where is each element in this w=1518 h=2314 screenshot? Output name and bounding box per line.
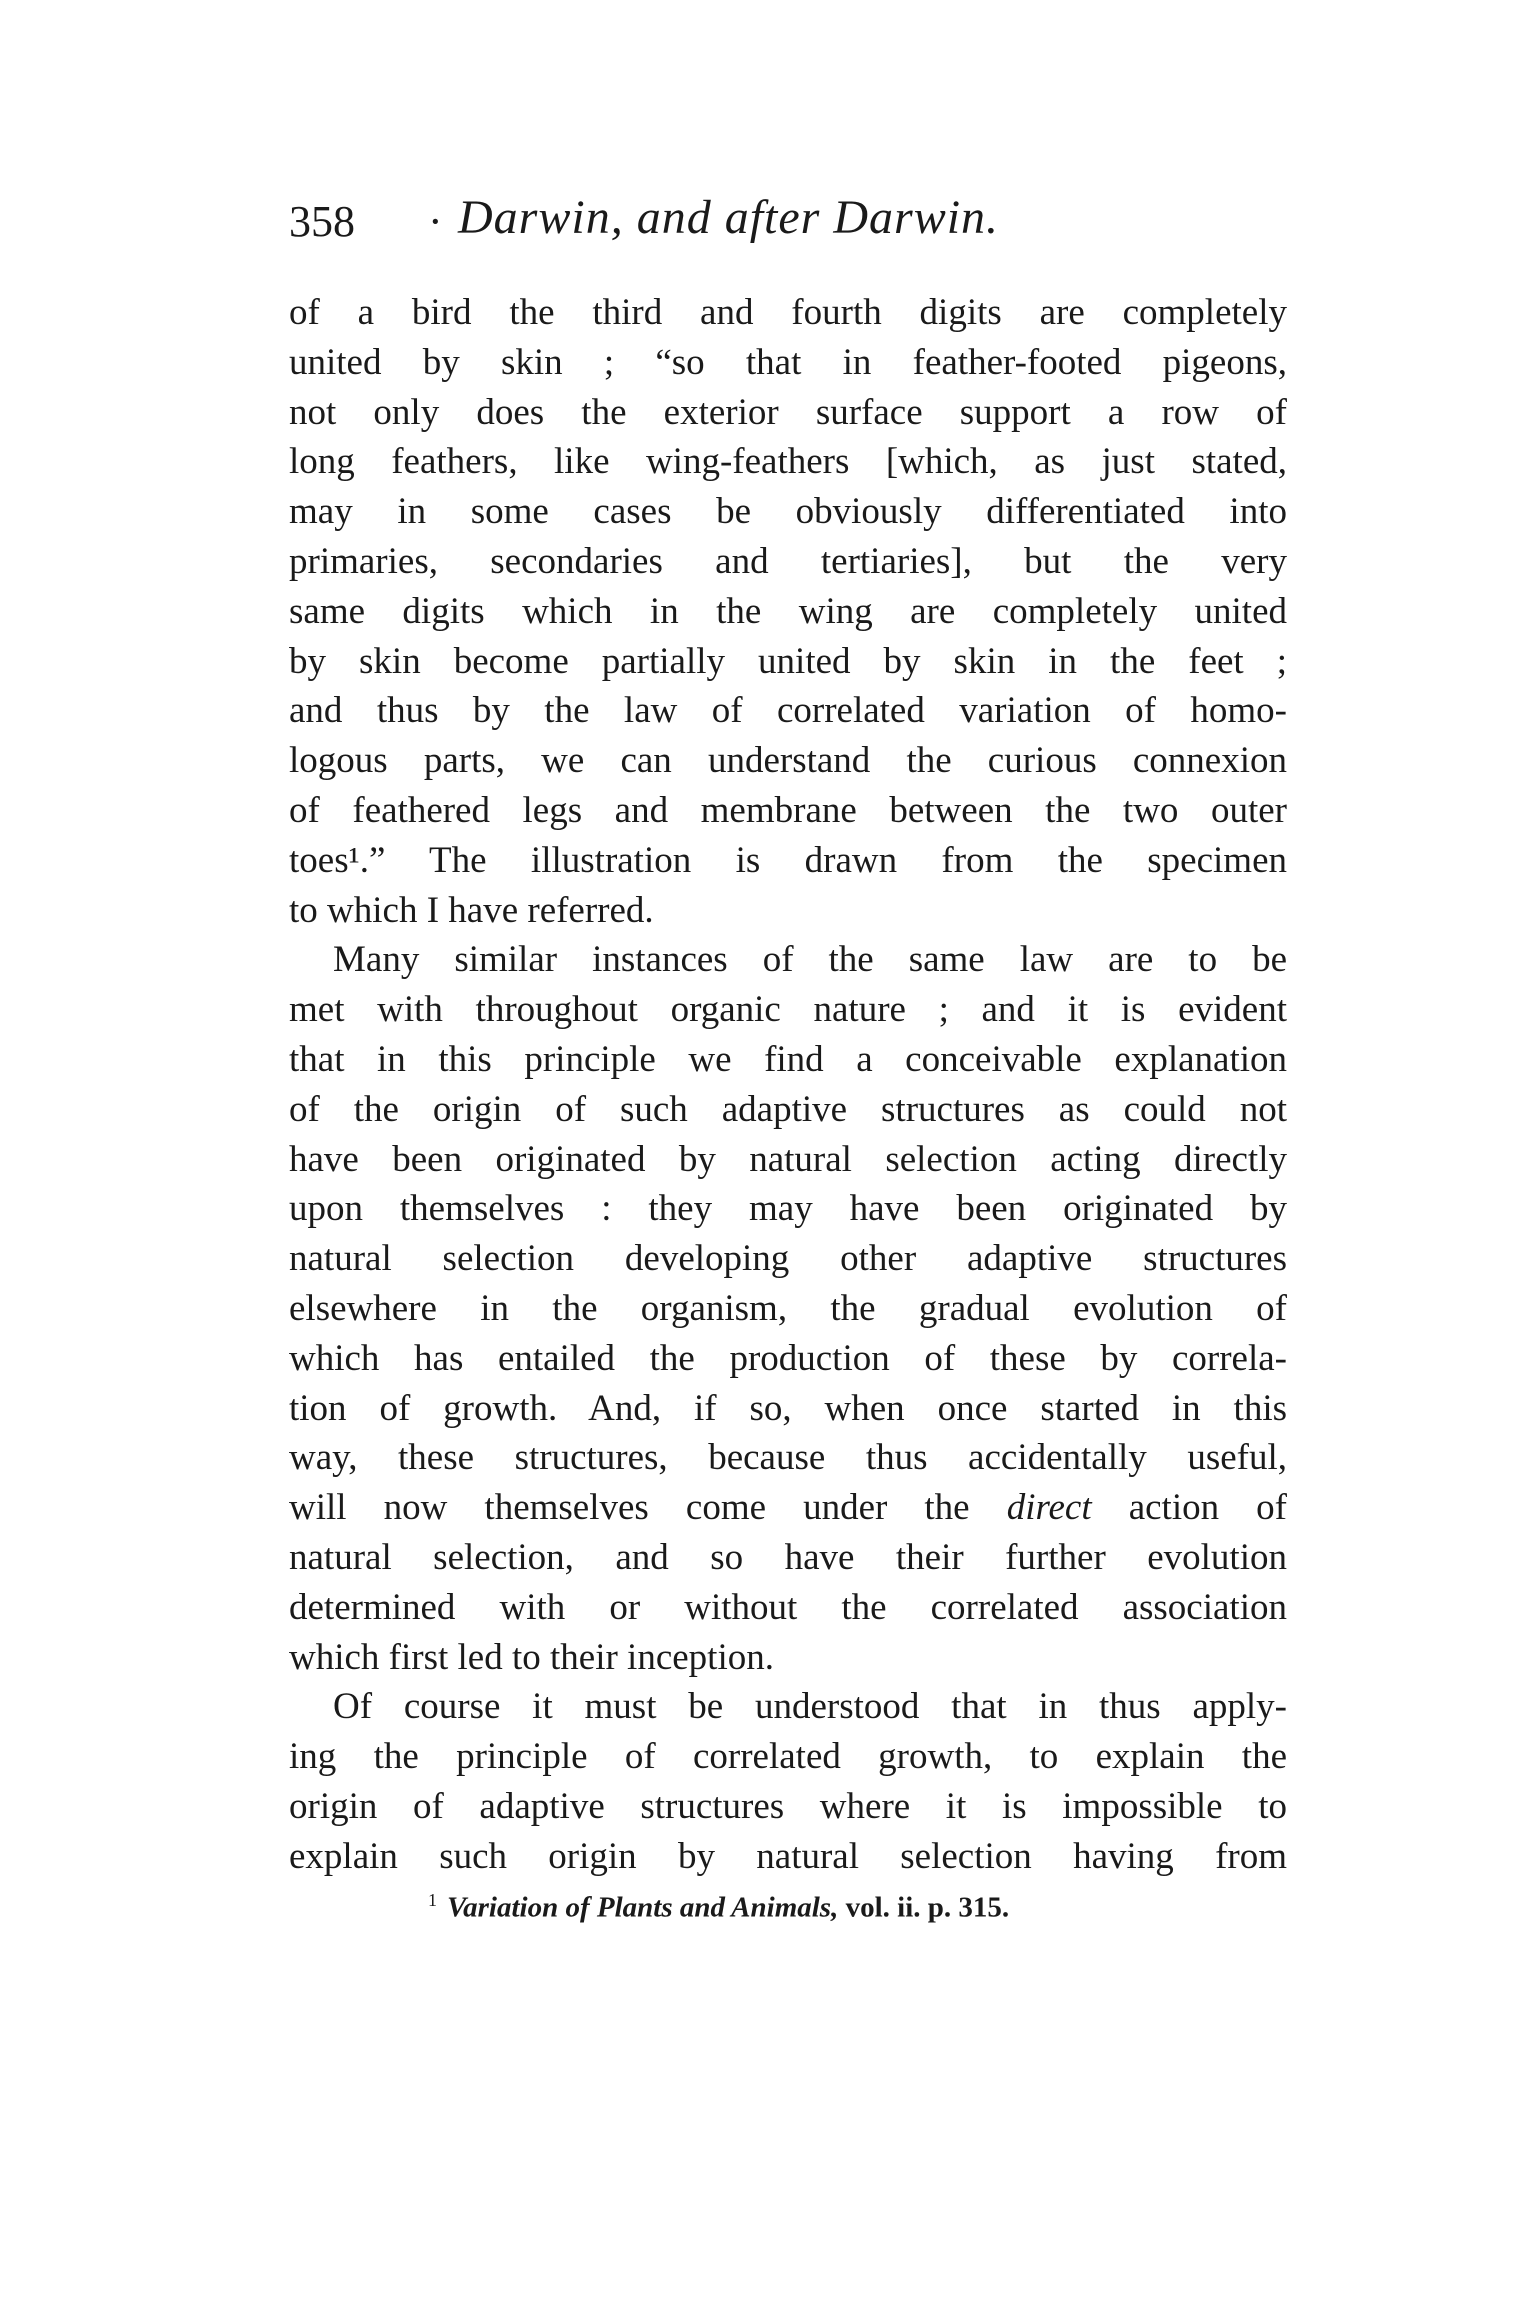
body-text: [289, 288, 1287, 1882]
footnote-reference: vol. ii. p. 315.: [838, 1891, 1010, 1924]
text-line: met with throughout organic nature ; and it is evident: [289, 989, 1287, 1031]
footnote: [428, 1890, 1009, 1925]
text-line: same digits which in the wing are completely united: [289, 590, 1287, 632]
text-segment: will now themselves come under the: [289, 1487, 1007, 1529]
text-line: natural selection, and so have their further evolution: [289, 1536, 1287, 1578]
text-line: long feathers, like wing-feathers [which, as just stated,: [289, 441, 1287, 483]
text-line: explain such origin by natural selection having from: [289, 1835, 1287, 1877]
text-line: of a bird the third and fourth digits are completely: [289, 292, 1287, 333]
text-line: may in some cases be obviously differentiated into: [289, 491, 1287, 533]
text-line: by skin become partially united by skin in the feet ;: [289, 640, 1287, 682]
text-line: not only does the exterior surface support a row of: [289, 391, 1287, 433]
text-line: way, these structures, because thus accidentally useful,: [289, 1437, 1287, 1479]
paragraph: [289, 935, 1287, 1682]
paragraph: [289, 288, 1287, 935]
text-line: upon themselves : they may have been originated by: [289, 1188, 1287, 1230]
text-line: natural selection developing other adaptive structures: [289, 1238, 1287, 1280]
text-line: which first led to their inception.: [289, 1636, 774, 1678]
text-line: Many similar instances of the same law are to be: [333, 939, 1287, 981]
header-separator: ·: [428, 197, 443, 246]
text-line: of the origin of such adaptive structures as could not: [289, 1088, 1287, 1130]
italic-word: direct: [1006, 1487, 1092, 1529]
text-line: Of course it must be understood that in thus apply-: [333, 1686, 1287, 1728]
text-line: which has entailed the production of these by correla-: [289, 1337, 1287, 1379]
footnote-marker: 1: [428, 1890, 437, 1910]
text-line: toes¹.” The illustration is drawn from the specimen: [289, 839, 1287, 881]
text-line: and thus by the law of correlated variation of homo-: [289, 690, 1287, 732]
text-line: logous parts, we can understand the curious connexion: [289, 740, 1287, 782]
text-line: origin of adaptive structures where it is impossible to: [289, 1785, 1287, 1827]
text-line: ing the principle of correlated growth, to explain the: [289, 1736, 1287, 1778]
paragraph: [289, 1682, 1287, 1881]
text-line: elsewhere in the organism, the gradual evolution of: [289, 1287, 1287, 1329]
text-line: primaries, secondaries and tertiaries], but the very: [289, 540, 1287, 582]
text-line: to which I have referred.: [289, 889, 654, 931]
footnote-title: Variation of Plants and Animals,: [447, 1891, 839, 1924]
page-number: 358: [289, 197, 355, 246]
text-line: tion of growth. And, if so, when once started in this: [289, 1387, 1287, 1429]
text-line: have been originated by natural selection acting directly: [289, 1138, 1287, 1180]
running-title: Darwin, and after Darwin.: [458, 191, 1000, 244]
text-segment: action of: [1091, 1487, 1287, 1529]
text-line: that in this principle we find a conceivable explanation: [289, 1038, 1287, 1080]
text-line: united by skin ; “so that in feather-footed pigeons,: [289, 341, 1287, 383]
text-line: of feathered legs and membrane between the two outer: [289, 789, 1287, 831]
text-line: [289, 1483, 1287, 1533]
text-line: determined with or without the correlated association: [289, 1586, 1287, 1628]
